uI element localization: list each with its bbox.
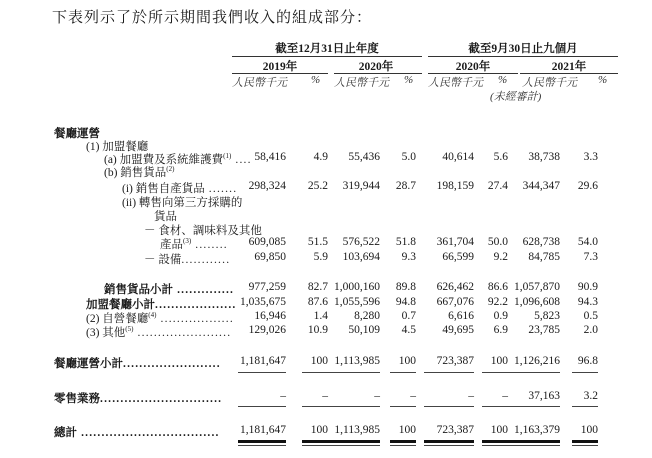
cell-amount-9m-2020: 6,616 [448, 310, 474, 322]
cell-pct-2020: 4.5 [401, 324, 416, 336]
cell-pct-2019: 100 [310, 355, 328, 367]
cell-amount-9m-2020: 361,704 [436, 236, 474, 248]
cell-pct-2020: 9.3 [401, 251, 416, 263]
cell-pct-9m-2021: 29.6 [577, 180, 598, 192]
unit-percent: % [311, 74, 321, 86]
total-rule [504, 440, 560, 443]
total-rule [238, 406, 286, 407]
cell-amount-2020: 50,109 [348, 324, 380, 336]
cell-pct-2019: 82.7 [307, 281, 328, 293]
total-rule [328, 440, 380, 443]
cell-amount-9m-2021: 23,785 [528, 324, 560, 336]
cell-pct-9m-2021: 3.3 [583, 151, 598, 163]
cell-amount-2019: 298,324 [248, 180, 286, 192]
total-rule [572, 372, 598, 373]
row-label-sales-of-goods: (b) 銷售貨品$^{(2)}$ [104, 165, 175, 179]
row-label-restaurant-ops: 餐廳運營 [54, 128, 100, 140]
cell-amount-2020: 1,113,985 [334, 424, 380, 436]
cell-pct-2019: 25.2 [307, 180, 328, 192]
cell-pct-2020: – [410, 390, 416, 402]
unit-percent: % [404, 74, 414, 86]
header-group-fiscal-year: 截至12月31日止年度 [275, 43, 379, 55]
cell-amount-9m-2020: 49,695 [442, 324, 474, 336]
row-label-franchise-subtotal: 加盟餐廳小計.................... [86, 299, 237, 311]
cell-amount-9m-2020: 626,462 [436, 281, 474, 293]
cell-pct-2019: 1.4 [313, 310, 328, 322]
header-year-2020: 2020年 [358, 61, 394, 73]
total-rule [504, 372, 560, 373]
total-rule [238, 445, 286, 446]
cell-pct-2019: 100 [310, 424, 328, 436]
cell-pct-2020: 100 [398, 424, 416, 436]
cell-amount-2019: 16,946 [254, 310, 286, 322]
cell-amount-2019: 129,026 [248, 324, 286, 336]
cell-pct-9m-2021: 2.0 [583, 324, 598, 336]
cell-amount-9m-2021: 1,057,870 [514, 281, 560, 293]
cell-amount-2020: 55,436 [348, 151, 380, 163]
cell-pct-9m-2020: 86.6 [487, 281, 508, 293]
cell-pct-9m-2021: 90.9 [577, 281, 598, 293]
cell-pct-9m-2021: 94.3 [577, 296, 598, 308]
total-rule [424, 440, 474, 443]
row-label-restaurant-subtotal: 餐廳運營小計........................ [54, 358, 221, 370]
cell-amount-9m-2021: 1,126,216 [514, 355, 560, 367]
total-rule [572, 406, 598, 407]
total-rule [328, 445, 380, 446]
row-label-retail: 零售業務.............................. [54, 393, 223, 405]
cell-amount-9m-2020: 667,076 [436, 296, 474, 308]
cell-pct-9m-2020: 9.2 [493, 251, 508, 263]
cell-amount-9m-2021: 1,096,608 [514, 296, 560, 308]
cell-amount-9m-2021: 344,347 [522, 180, 560, 192]
header-year-2021-9m: 2021年 [551, 61, 587, 73]
total-rule [390, 445, 416, 446]
cell-amount-2020: 8,280 [354, 310, 380, 322]
cell-amount-2020: 103,694 [342, 251, 380, 263]
cell-pct-2020: 5.0 [401, 151, 416, 163]
cell-amount-9m-2021: 628,738 [522, 236, 560, 248]
cell-amount-9m-2020: – [468, 390, 474, 402]
total-rule [328, 406, 380, 407]
total-rule [424, 372, 474, 373]
cell-amount-2020: 319,944 [342, 180, 380, 192]
unit-rmb-thousand: 人民幣千元 [334, 77, 389, 89]
cell-pct-2019: – [322, 390, 328, 402]
cell-pct-9m-2020: 92.2 [487, 296, 508, 308]
cell-pct-2020: 100 [398, 355, 416, 367]
row-label-goods-subtotal: 銷售貨品小計 .............. [104, 284, 235, 296]
row-label-franchise: (1) 加盟餐廳 [86, 141, 149, 153]
cell-pct-9m-2021: 100 [580, 424, 598, 436]
cell-pct-2019: 51.5 [307, 236, 328, 248]
unit-rmb-thousand: 人民幣千元 [522, 77, 577, 89]
cell-pct-9m-2020: 100 [490, 424, 508, 436]
unit-percent: % [598, 74, 608, 86]
intro-text: 下表列示了於所示期間我們收入的組成部分： [52, 10, 373, 26]
cell-pct-9m-2020: 100 [490, 355, 508, 367]
unit-rmb-thousand: 人民幣千元 [428, 77, 483, 89]
cell-pct-2019: 4.9 [313, 151, 328, 163]
row-label-resale: (ii) 轉售向第三方採購的 [122, 197, 243, 209]
cell-amount-2019: 977,259 [248, 281, 286, 293]
cell-amount-9m-2020: 723,387 [436, 355, 474, 367]
row-label-ingredients: － 食材、調味料及其他 [144, 225, 262, 237]
total-rule [302, 440, 328, 443]
total-rule [504, 406, 560, 407]
cell-amount-2020: – [374, 390, 380, 402]
cell-pct-9m-2020: 5.6 [493, 151, 508, 163]
cell-pct-9m-2021: 96.8 [577, 355, 598, 367]
row-label-resale-goods: 貨品 [154, 211, 177, 223]
total-rule [302, 372, 328, 373]
cell-pct-9m-2021: 7.3 [583, 251, 598, 263]
cell-amount-2020: 1,055,596 [334, 296, 380, 308]
cell-pct-9m-2021: 54.0 [577, 236, 598, 248]
row-label-self-produced: (i) 銷售自產貨品 ....... [122, 183, 238, 195]
cell-amount-9m-2021: 84,785 [528, 251, 560, 263]
cell-pct-9m-2021: 0.5 [583, 310, 598, 322]
cell-amount-2019: – [280, 390, 286, 402]
total-rule [390, 372, 416, 373]
total-rule [390, 406, 416, 407]
cell-amount-9m-2021: 1,163,379 [514, 424, 560, 436]
unaudited-note: (未經審計) [490, 91, 542, 103]
total-rule [238, 440, 286, 443]
cell-amount-9m-2020: 198,159 [436, 180, 474, 192]
cell-amount-9m-2020: 723,387 [436, 424, 474, 436]
header-rule [232, 56, 422, 57]
cell-amount-2019: 609,085 [248, 236, 286, 248]
cell-pct-9m-2021: 3.2 [583, 390, 598, 402]
cell-pct-2019: 87.6 [307, 296, 328, 308]
cell-amount-9m-2021: 38,738 [528, 151, 560, 163]
cell-amount-2019: 1,181,647 [240, 424, 286, 436]
total-rule [328, 372, 380, 373]
total-rule [572, 440, 598, 443]
cell-amount-2019: 58,416 [254, 151, 286, 163]
total-rule [572, 445, 598, 446]
header-rule [428, 56, 618, 57]
row-label-total: 總計 .................................. [54, 427, 220, 439]
row-label-others: (3) 其他$^{(5)}$ ....................... [86, 325, 232, 339]
cell-amount-2020: 1,000,160 [334, 281, 380, 293]
cell-pct-9m-2020: 6.9 [493, 324, 508, 336]
total-rule [390, 440, 416, 443]
unit-percent: % [498, 74, 508, 86]
total-rule [238, 372, 286, 373]
cell-pct-9m-2020: 50.0 [487, 236, 508, 248]
cell-amount-2020: 1,113,985 [334, 355, 380, 367]
total-rule [424, 445, 474, 446]
row-label-products: 產品$^{(3)}$ ........ [160, 237, 228, 251]
row-label-equipment: － 設備............ [144, 254, 231, 266]
row-label-self-operated: (2) 自營餐廳$^{(4)}$ .................. [86, 311, 234, 325]
header-year-2019: 2019年 [262, 61, 298, 73]
cell-amount-9m-2020: 66,599 [442, 251, 474, 263]
unit-rmb-thousand: 人民幣千元 [232, 77, 287, 89]
cell-pct-2019: 10.9 [307, 324, 328, 336]
cell-amount-2020: 576,522 [342, 236, 380, 248]
cell-amount-2019: 1,181,647 [240, 355, 286, 367]
cell-amount-9m-2021: 37,163 [528, 390, 560, 402]
total-rule [504, 445, 560, 446]
cell-pct-2019: 5.9 [313, 251, 328, 263]
cell-pct-2020: 89.8 [395, 281, 416, 293]
cell-pct-9m-2020: 27.4 [487, 180, 508, 192]
total-rule [302, 406, 328, 407]
header-group-nine-months: 截至9月30日止九個月 [468, 43, 578, 55]
row-label-franchise-fee: (a) 加盟費及系統維護費$^{(1)}$ .... [104, 152, 252, 166]
header-year-2020-9m: 2020年 [455, 61, 491, 73]
cell-amount-9m-2021: 5,823 [534, 310, 560, 322]
cell-pct-9m-2020: 0.9 [493, 310, 508, 322]
cell-amount-9m-2020: 40,614 [442, 151, 474, 163]
cell-pct-2020: 51.8 [395, 236, 416, 248]
cell-pct-2020: 94.8 [395, 296, 416, 308]
total-rule [424, 406, 474, 407]
cell-amount-2019: 1,035,675 [240, 296, 286, 308]
cell-pct-2020: 0.7 [401, 310, 416, 322]
cell-amount-2019: 69,850 [254, 251, 286, 263]
total-rule [302, 445, 328, 446]
cell-pct-2020: 28.7 [395, 180, 416, 192]
cell-pct-9m-2020: – [502, 390, 508, 402]
